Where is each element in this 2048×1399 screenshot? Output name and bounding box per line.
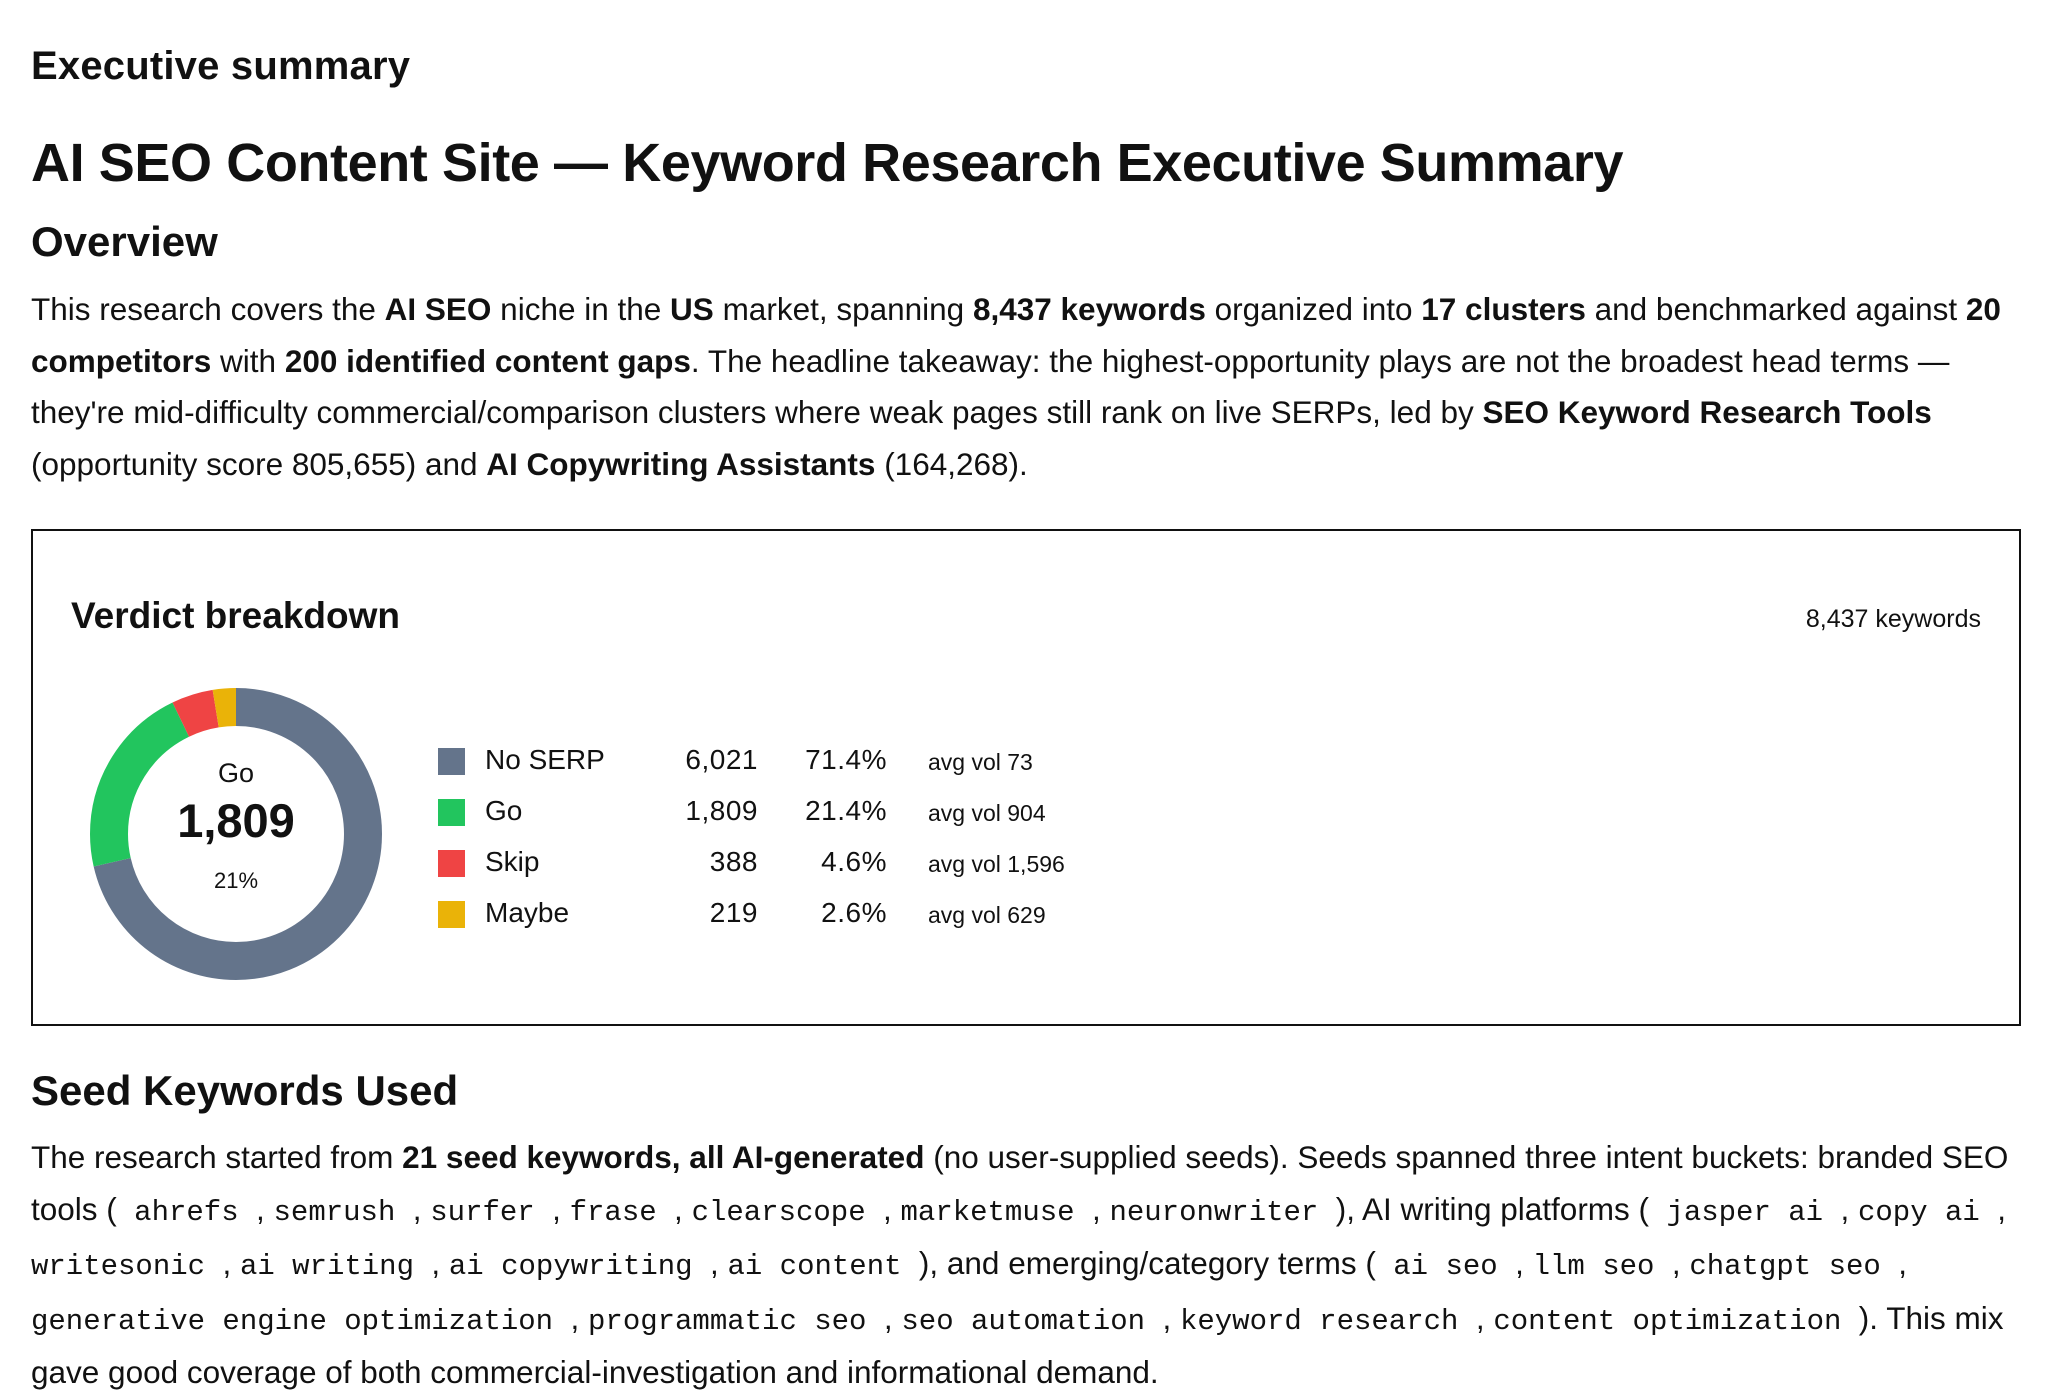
overview-clusters: 17 clusters bbox=[1421, 291, 1586, 327]
overview-keywords: 8,437 keywords bbox=[972, 291, 1206, 327]
legend-count: 1,809 bbox=[685, 795, 758, 826]
overview-text: with bbox=[211, 342, 285, 379]
seed-keyword: programmatic seo bbox=[588, 1304, 884, 1338]
seed-keyword: ahrefs bbox=[116, 1195, 257, 1229]
legend-swatch bbox=[438, 901, 465, 928]
branded-seed-list: ahrefs , semrush , surfer , frase , clearscope , marketmuse , neuronwriter bbox=[116, 1190, 1336, 1229]
seed-keyword: surfer bbox=[430, 1195, 553, 1229]
seeds-text: ). This mix gave good coverage of both commercial-investigation and informational demand. bbox=[31, 1299, 2004, 1390]
seed-keyword: ai writing bbox=[239, 1250, 432, 1283]
seed-keyword: content optimization bbox=[1493, 1304, 1859, 1338]
seeds-paragraph bbox=[31, 1132, 2021, 1399]
seed-keyword: frase bbox=[569, 1195, 675, 1229]
overview-text: niche in the bbox=[491, 291, 671, 327]
seed-keyword: copy ai bbox=[1858, 1195, 1998, 1229]
seeds-text: The research started from bbox=[31, 1139, 403, 1175]
seed-keyword: marketmuse bbox=[900, 1195, 1092, 1229]
legend-avg-volume: avg vol 73 bbox=[928, 749, 1033, 775]
legend-name: Go bbox=[485, 795, 523, 826]
seed-keyword: neuronwriter bbox=[1109, 1195, 1336, 1229]
seeds-heading: Seed Keywords Used bbox=[31, 1067, 459, 1114]
legend-avg-volume: avg vol 904 bbox=[928, 800, 1046, 826]
seeds-text: ), AI writing platforms ( bbox=[1335, 1190, 1650, 1227]
seed-keyword: seo automation bbox=[901, 1304, 1163, 1338]
overview-competitors: 20 competitors bbox=[31, 291, 2001, 379]
legend-name: No SERP bbox=[485, 744, 605, 775]
legend-percent: 4.6% bbox=[821, 846, 887, 877]
overview-gaps: 200 identified content gaps bbox=[284, 342, 691, 379]
page-label: Executive summary bbox=[31, 44, 411, 88]
seed-keyword: clearscope bbox=[691, 1195, 883, 1229]
legend-row bbox=[438, 792, 1138, 843]
seed-keyword: jasper ai bbox=[1649, 1195, 1841, 1229]
seed-keyword: keyword research bbox=[1179, 1304, 1476, 1338]
verdict-total: 8,437 keywords bbox=[1805, 605, 1981, 633]
verdict-title: Verdict breakdown bbox=[71, 595, 400, 636]
legend-name: Maybe bbox=[485, 897, 570, 928]
overview-market: US bbox=[670, 291, 714, 327]
legend-avg-volume: avg vol 629 bbox=[928, 902, 1046, 928]
overview-cluster-2: AI Copywriting Assistants bbox=[486, 445, 876, 482]
overview-text: organized into bbox=[1205, 291, 1422, 327]
verdict-card bbox=[31, 529, 2021, 1026]
seed-keyword: generative engine optimization bbox=[31, 1304, 571, 1338]
legend-swatch bbox=[438, 799, 465, 826]
seed-keyword: writesonic bbox=[31, 1250, 223, 1283]
seed-keyword: chatgpt seo bbox=[1689, 1250, 1899, 1283]
donut-center bbox=[88, 686, 384, 982]
emerging-seed-list: ai seo , llm seo , chatgpt seo , generative engine optimization , programmatic seo , seo automation , keyword research , content optimization bbox=[31, 1245, 1907, 1338]
overview-cluster-1: SEO Keyword Research Tools bbox=[1482, 394, 1932, 430]
legend-avg-volume: avg vol 1,596 bbox=[928, 851, 1065, 877]
legend-row bbox=[438, 843, 1138, 894]
legend-row bbox=[438, 894, 1138, 945]
overview-text: This research covers the bbox=[31, 291, 385, 327]
overview-heading: Overview bbox=[31, 218, 218, 265]
seed-keyword: semrush bbox=[273, 1195, 413, 1229]
donut-center-percent: 21% bbox=[213, 868, 259, 893]
platform-seed-list: jasper ai , copy ai , writesonic , ai writing , ai copywriting , ai content bbox=[31, 1190, 2006, 1283]
legend-percent: 71.4% bbox=[805, 744, 887, 775]
seed-keyword: llm seo bbox=[1532, 1250, 1672, 1283]
verdict-legend bbox=[438, 741, 1138, 945]
legend-count: 219 bbox=[709, 897, 758, 928]
legend-count: 6,021 bbox=[685, 744, 758, 775]
seed-keyword: ai copywriting bbox=[448, 1250, 710, 1283]
overview-paragraph bbox=[31, 284, 2021, 490]
overview-text: market, spanning bbox=[713, 291, 973, 327]
seed-keyword: ai seo bbox=[1375, 1250, 1516, 1283]
overview-text: (164,268). bbox=[875, 445, 1028, 482]
seeds-text: ), and emerging/category terms ( bbox=[918, 1245, 1376, 1281]
legend-percent: 2.6% bbox=[821, 897, 887, 928]
legend-swatch bbox=[438, 748, 465, 775]
legend-row bbox=[438, 741, 1138, 792]
legend-name: Skip bbox=[485, 846, 540, 877]
overview-text: and benchmarked against bbox=[1585, 291, 1966, 327]
overview-niche: AI SEO bbox=[384, 291, 492, 327]
overview-text: (opportunity score 805,655) and bbox=[31, 445, 487, 482]
seeds-text: (no user-supplied seeds). Seeds spanned three intent buckets: branded SEO tools ( bbox=[31, 1139, 2009, 1227]
legend-percent: 21.4% bbox=[805, 795, 887, 826]
donut-center-value: 1,809 bbox=[177, 794, 295, 847]
legend-swatch bbox=[438, 850, 465, 877]
overview-text: . The headline takeaway: the highest-opportunity plays are not the broadest head terms — they're mid-difficulty commercial/comparison clusters where weak pages still rank on live SERPs, led by bbox=[31, 342, 1950, 430]
seed-keyword: ai content bbox=[727, 1250, 919, 1283]
legend-count: 388 bbox=[709, 846, 758, 877]
donut-center-label: Go bbox=[217, 758, 255, 788]
seeds-count: 21 seed keywords, all AI-generated bbox=[402, 1139, 925, 1175]
page-title: AI SEO Content Site — Keyword Research Executive Summary bbox=[31, 133, 1624, 193]
